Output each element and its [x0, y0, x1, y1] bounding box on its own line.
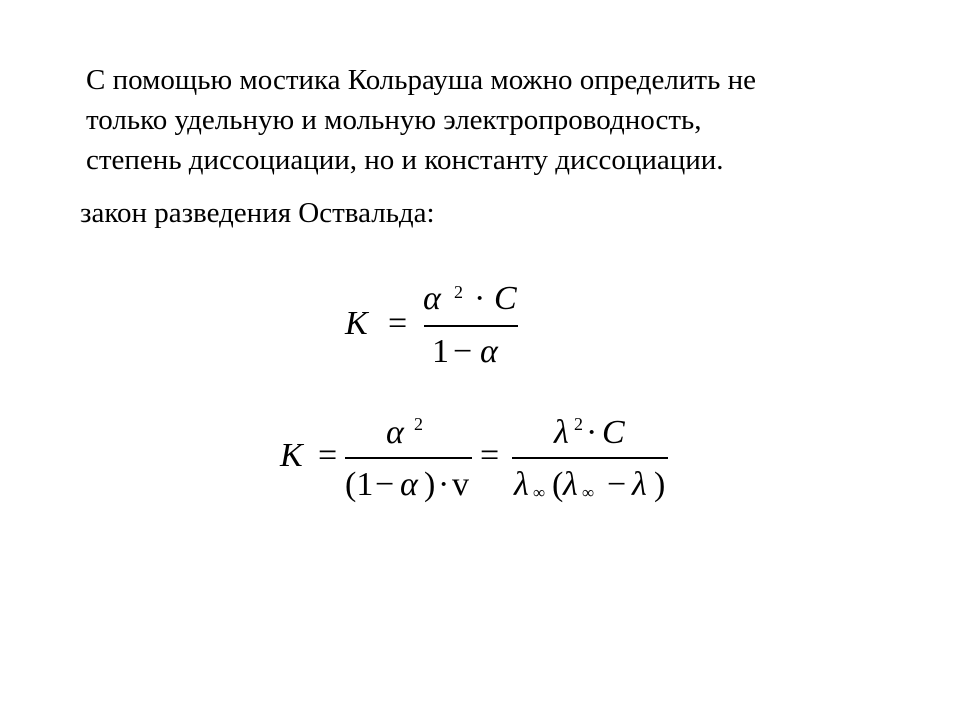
formula2-den2-inf-2: ∞ [582, 483, 595, 502]
formula2-lhs: K [280, 437, 303, 474]
intro-line-3: степень диссоциации, но и константу диссоциации. [86, 144, 724, 176]
formula2-den1-alpha: α [400, 466, 418, 503]
formula2-fraction-bar-2 [512, 457, 668, 459]
formula2-equals-1: = [318, 437, 338, 474]
ostwald-law-label: закон разведения Оствальда: [80, 197, 435, 229]
formula2-den2-lambda-1: λ [514, 466, 529, 503]
formula2-den1-minus: − [375, 466, 395, 503]
formula1-den-one: 1 [432, 333, 449, 370]
formula2-fraction-bar-1 [345, 457, 472, 459]
formula1-num-dot: · [474, 280, 486, 317]
formula2-den2-lambda-2: λ [563, 466, 578, 503]
formula1-den-minus: − [453, 333, 473, 370]
formula1-num-exp: 2 [454, 282, 463, 302]
formula1-den-alpha: α [480, 333, 498, 370]
formula2-equals-2: = [480, 437, 500, 474]
formula2-den2-inf-1: ∞ [533, 483, 546, 502]
formula2-den1-open: (1 [345, 466, 374, 503]
formula2-den1-dot: · [438, 466, 450, 503]
formula2-den1-v: v [452, 466, 469, 503]
formula2-num1-alpha: α [386, 414, 404, 451]
formula2-den2-minus: − [607, 466, 627, 503]
intro-line-2: только удельную и мольную электропроводность, [86, 104, 702, 136]
formula2-num1-exp: 2 [414, 414, 423, 434]
formula1-num-c: C [494, 280, 517, 317]
formula2-den2-lambda-3: λ [632, 466, 647, 503]
formula2-den1-close: ) [424, 466, 436, 503]
formula2-num2-dot: · [586, 414, 598, 451]
formula1-equals: = [388, 305, 408, 342]
formula2-num2-lambda: λ [554, 414, 569, 451]
formula2-den2-close: ) [654, 466, 666, 503]
formula1-num-alpha: α [423, 280, 441, 317]
intro-line-1: С помощью мостика Кольрауша можно определить не [86, 64, 756, 96]
formula2-num2-c: C [602, 414, 625, 451]
formula2-num2-exp: 2 [574, 414, 583, 434]
formula1-lhs: K [345, 305, 368, 342]
formula2-den2-open: ( [552, 466, 564, 503]
